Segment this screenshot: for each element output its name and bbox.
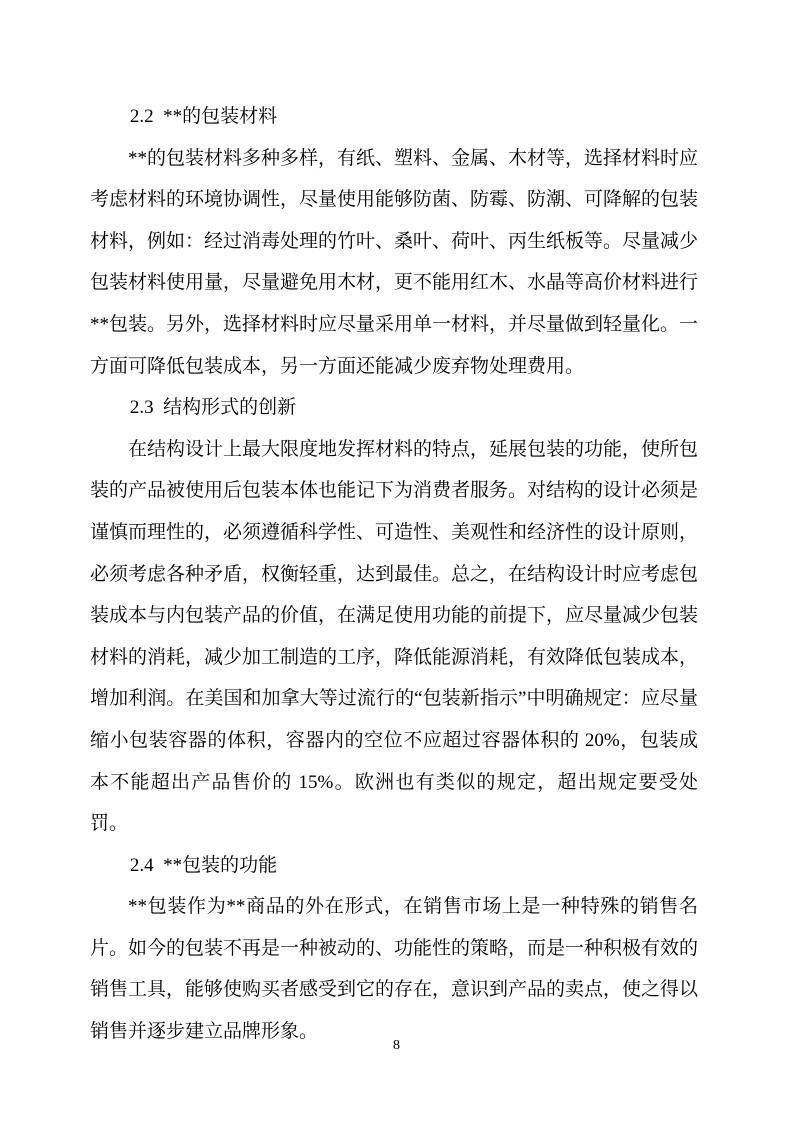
page-number: 8 bbox=[393, 1038, 400, 1053]
paragraph-packaging-materials: **的包装材料多种多样，有纸、塑料、金属、木材等，选择材料时应考虑材料的环境协调性，尽量使用能够防菌、防霉、防潮、可降解的包装材料，例如：经过消毒处理的竹叶、桑叶、荷叶、丙生纸板等。尽量减少包装材料使用量，尽量避免用木材，更不能用红木、水晶等高价材料进行**包装。另外，选择材料时应尽量采用单一材料，并尽量做到轻量化。一方面可降低包装成本，另一方面还能减少废弃物处理费用。 bbox=[90, 147, 699, 377]
section-heading-2-4: 2.4 **包装的功能 bbox=[129, 854, 278, 876]
section-heading-2-3: 2.3 结构形式的创新 bbox=[129, 397, 297, 419]
document-body bbox=[90, 96, 698, 1053]
section-heading-2-2: 2.2 **的包装材料 bbox=[129, 106, 278, 127]
paragraph-structure-innovation: 在结构设计上最大限度地发挥材料的特点，延展包装的功能，使所包装的产品被使用后包装本体也能记下为消费者服务。对结构的设计必须是谨慎而理性的，必须遵循科学性、可造性、美观性和经济性的设计原则，必须考虑各种矛盾，权衡轻重，达到最佳。总之，在结构设计时应考虑包装成本与内包装产品的价值，在满足使用功能的前提下，应尽量减少包装材料的消耗，减少加工制造的工序，降低能源消耗，有效降低包装成本，增加利润。在美国和加拿大等过流行的“包装新指示”中明确规定：应尽量缩小包装容器的体积，容器内的空位不应超过容器体积的 20%，包装成本不能超出产品售价的 15%。欧洲也有类似的规定，超出规定要受处罚。 bbox=[90, 438, 699, 835]
paragraph-packaging-function: **包装作为**商品的外在形式，在销售市场上是一种特殊的销售名片。如今的包装不再是一种被动的、功能性的策略，而是一种积极有效的销售工具，能够使购买者感受到它的存在，意识到产品的卖点，使之得以销售并逐步建立品牌形象。 bbox=[90, 896, 699, 1043]
